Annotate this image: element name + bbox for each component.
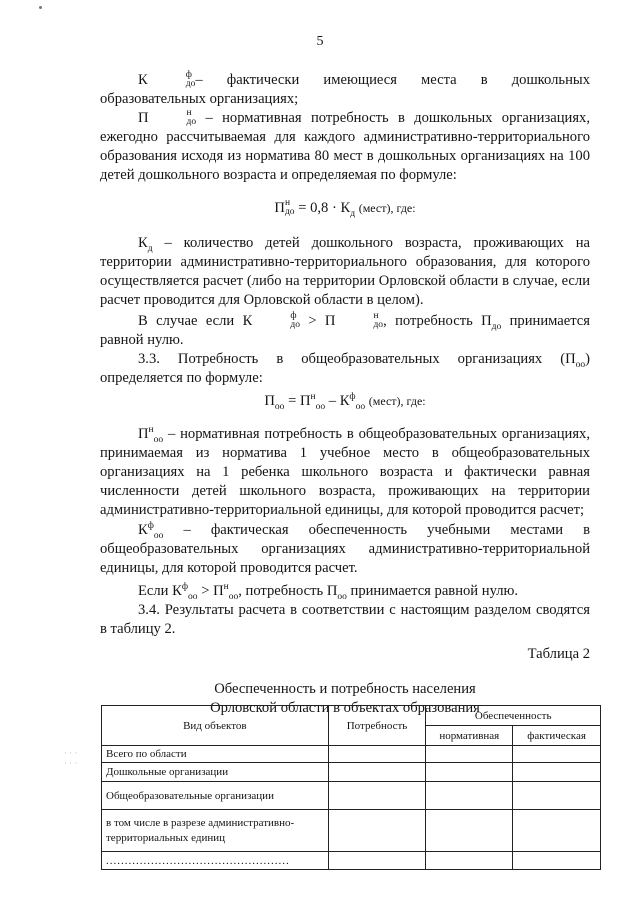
table-caption-line-1: Обеспеченность и потребность населения [214,681,476,697]
zero-condition-2: Если $К^ф_{оо} > П^н_{оо}$, потребность $П_{оо}$ принимается равной нулю. [138,582,519,602]
table-row: Общеобразовательные организации [102,782,601,810]
table-row: Всего по области [102,746,601,763]
formula-2: $П_{оо} = П^н_{оо} - К^ф_{оо}$ (мест), где: [264,392,426,412]
p-do-n-paragraph: П н до – нормативная потребность в дошкольных организациях, ежегодно рассчитываемая для каждого административно-территориального образования исходя из норматива 80 мест в дошкольных организациях на 100 детей дошкольного возраста и определяемая по формуле: [100,107,590,183]
header-need: Потребность [328,706,426,746]
table-caption-line-2: Орловской области в объектах образования [210,700,480,716]
header-fact: фактическая [513,726,601,746]
formula-1: П н до = $0,8 \cdot К_д$ (мест), где: [274,197,416,219]
table-header-row [102,706,601,726]
body-text [100,71,590,718]
page-number: 5 [316,34,324,49]
k-oo-f-paragraph: $К^ф_{оо}$ – фактическая обеспеченность учебными местами в общеобразовательных организациях административно-территориальной единицы, для которой проводится расчет. [100,521,590,576]
table-row: ................................................. [102,852,601,870]
header-type: Вид объектов [102,706,329,746]
zero-condition-1: В случае если К ф до > П н до , потребность $П_{до}$ принимается равной нулю. [100,310,590,348]
table-label: Таблица 2 [527,646,590,662]
margin-marks: · · · · · · [64,748,78,768]
p-oo-n-paragraph: $П^н_{оо}$ – нормативная потребность в общеобразовательных организациях, принимаемая из норматива 1 учебное место в общеобразовательных организациях на 1 ребенка школьного возраста и фактически равная численности детей школьного возраста, проживающих на территории административно-территориальной единицы, для которой проводится расчет; [100,425,591,518]
section-3-4: 3.4. Результаты расчета в соответствии с настоящим разделом сводятся в таблицу 2. [100,602,590,637]
scan-dot [39,6,42,9]
k-do-f-paragraph: К ф до – фактически имеющиеся места в дошкольных образовательных организациях; [100,69,590,107]
table-row: в том числе в разрезе административно-территориальных единиц [102,810,601,852]
header-norm: нормативная [426,726,513,746]
k-d-paragraph: $К_д$ – количество детей дошкольного возраста, проживающих на территории административно-территориального образования, для которого осуществляется расчет (либо на территории Орловской области в случае, если расчет проводится для Орловской области в целом). [100,235,590,308]
section-3-3: 3.3. Потребность в общеобразовательных организациях $(П_{оо})$ определяется по формуле: [100,351,590,386]
table-row: Дошкольные организации [102,763,601,782]
header-supply: Обеспеченность [426,706,601,726]
table-2 [101,705,601,870]
